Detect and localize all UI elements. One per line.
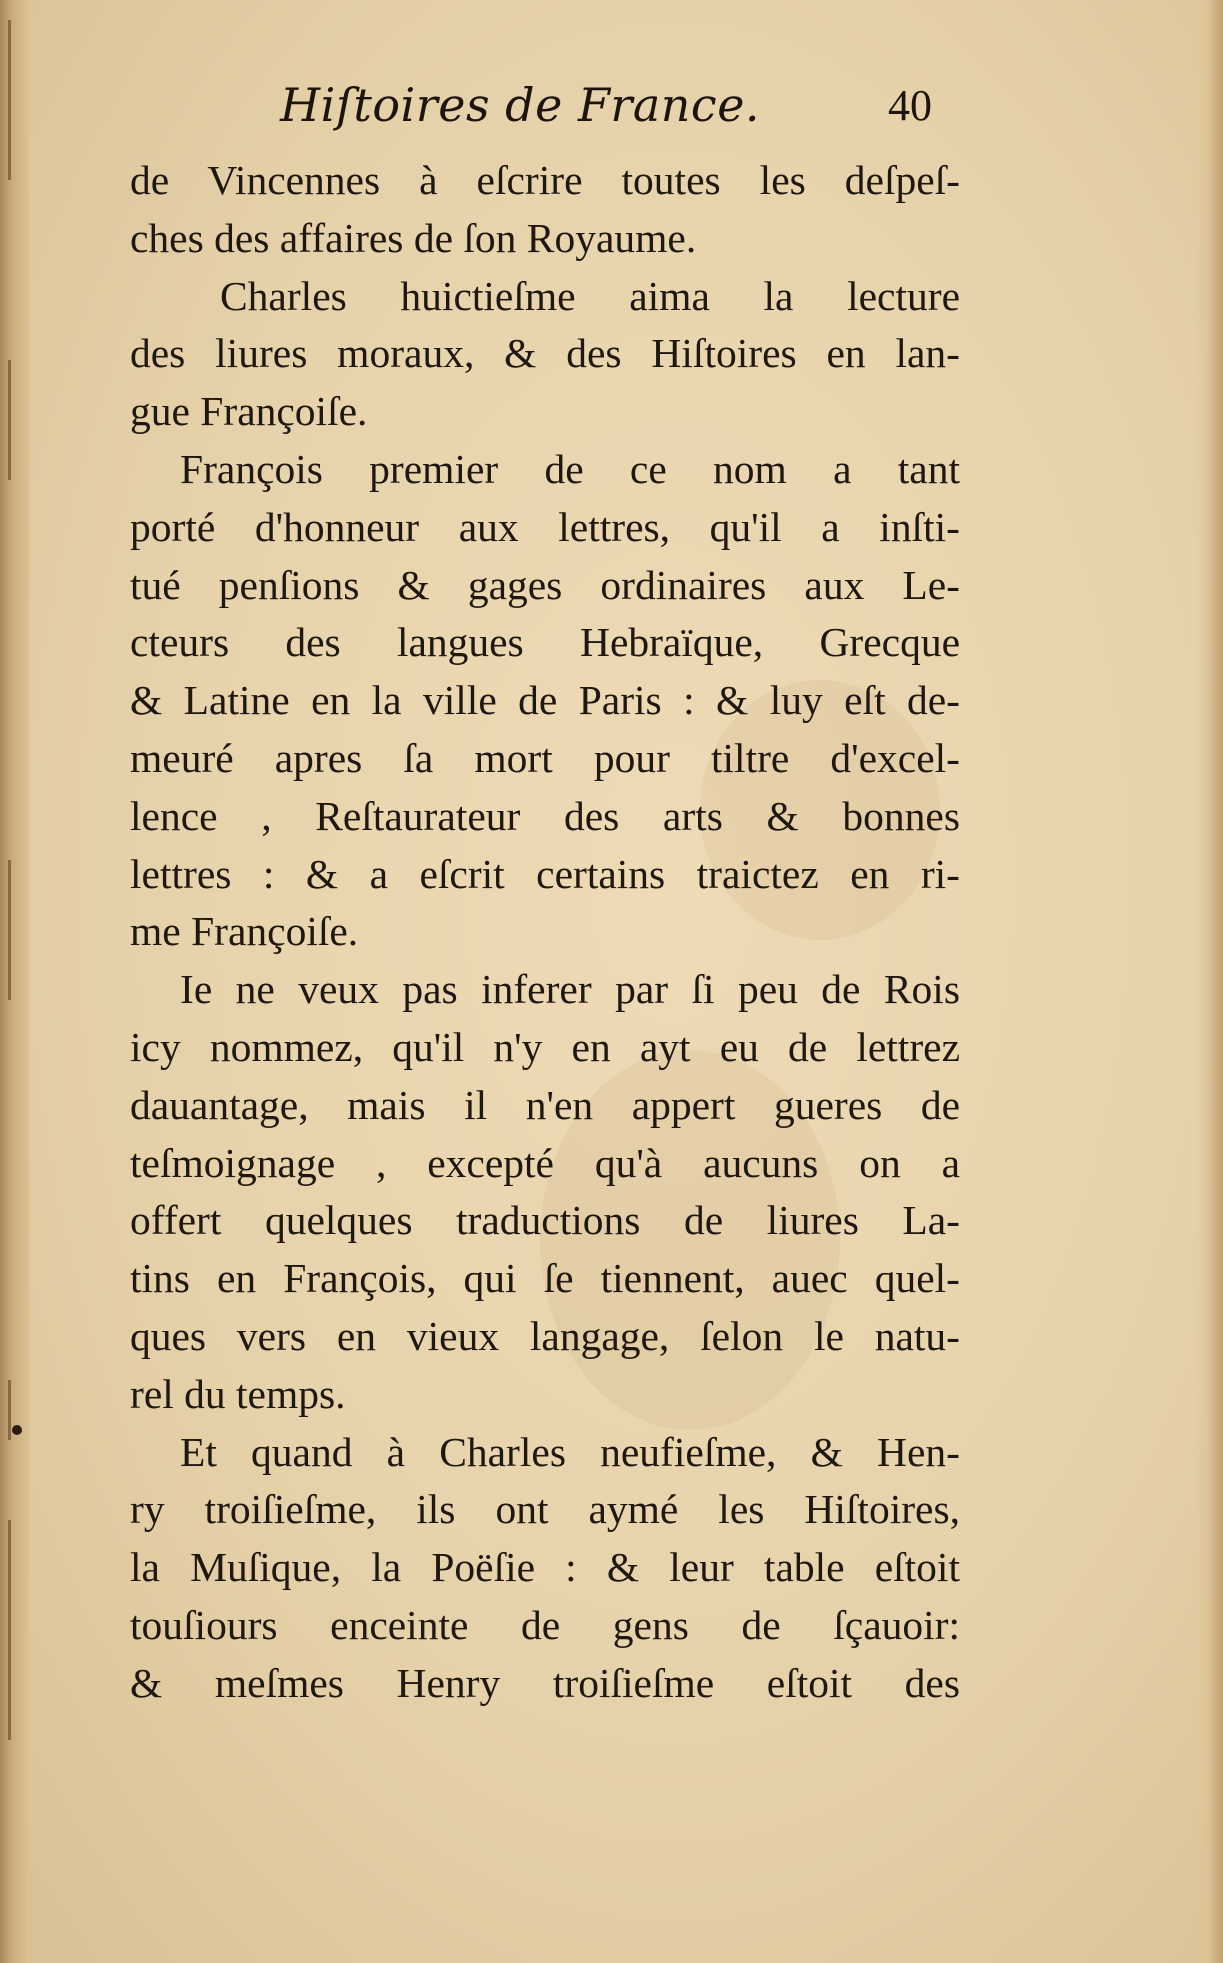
page-gutter-shadow <box>0 0 30 1963</box>
text-line: dauantage, mais il n'en appert gueres de <box>130 1081 960 1128</box>
margin-dot <box>12 1425 22 1435</box>
margin-mark <box>8 860 11 1000</box>
text-line: la Muſique, la Poëſie : & leur table eſtoit <box>130 1544 960 1591</box>
page-number: 40 <box>888 81 932 130</box>
text-line: icy nommez, qu'il n'y en ayt eu de lettrez <box>130 1023 960 1070</box>
text-line: Charles huictieſme aima la lecture <box>220 272 960 319</box>
text-line: rel du temps. <box>130 1370 346 1417</box>
margin-mark <box>8 1380 11 1440</box>
text-line: tué penſions & gages ordinaires aux Le- <box>130 561 960 608</box>
text-line: ques vers en vieux langage, ſelon le natu- <box>130 1312 960 1359</box>
text-line: des liures moraux, & des Hiſtoires en lan- <box>130 330 960 377</box>
text-line: teſmoignage , excepté qu'à aucuns on a <box>130 1139 960 1186</box>
text-line: ry troiſieſme, ils ont aymé les Hiſtoires, <box>130 1486 960 1533</box>
page-header <box>280 78 980 158</box>
text-line: ches des affaires de ſon Royaume. <box>130 214 697 261</box>
text-line: François premier de ce nom a tant <box>180 445 960 492</box>
body-text <box>130 152 960 1713</box>
page-edge-shadow <box>1197 0 1223 1963</box>
text-line: tins en François, qui ſe tiennent, auec quel- <box>130 1255 960 1302</box>
text-line: porté d'honneur aux lettres, qu'il a inſti- <box>130 503 960 550</box>
text-line: touſiours enceinte de gens de ſçauoir: <box>130 1601 960 1648</box>
text-line: Ie ne veux pas inferer par ſi peu de Rois <box>180 966 960 1013</box>
text-line: & Latine en la ville de Paris : & luy eſt de- <box>130 677 960 724</box>
running-title: Hiſtoires de France. <box>280 78 761 132</box>
text-line: gue Françoiſe. <box>130 388 368 435</box>
margin-mark <box>8 360 11 480</box>
text-line: Et quand à Charles neufieſme, & Hen- <box>180 1428 960 1475</box>
margin-mark <box>8 20 11 180</box>
text-line: & meſmes Henry troiſieſme eſtoit des <box>130 1659 960 1706</box>
text-line: lettres : & a eſcrit certains traictez en ri- <box>130 850 960 897</box>
text-line: lence , Reſtaurateur des arts & bonnes <box>130 792 960 839</box>
margin-mark <box>8 1520 11 1740</box>
text-line: me Françoiſe. <box>130 908 359 955</box>
text-line: de Vincennes à eſcrire toutes les deſpeſ- <box>130 157 960 203</box>
text-line: cteurs des langues Hebraïque, Grecque <box>130 619 960 666</box>
text-line: offert quelques traductions de liures La- <box>130 1197 960 1244</box>
text-line: meuré apres ſa mort pour tiltre d'excel- <box>130 734 960 781</box>
